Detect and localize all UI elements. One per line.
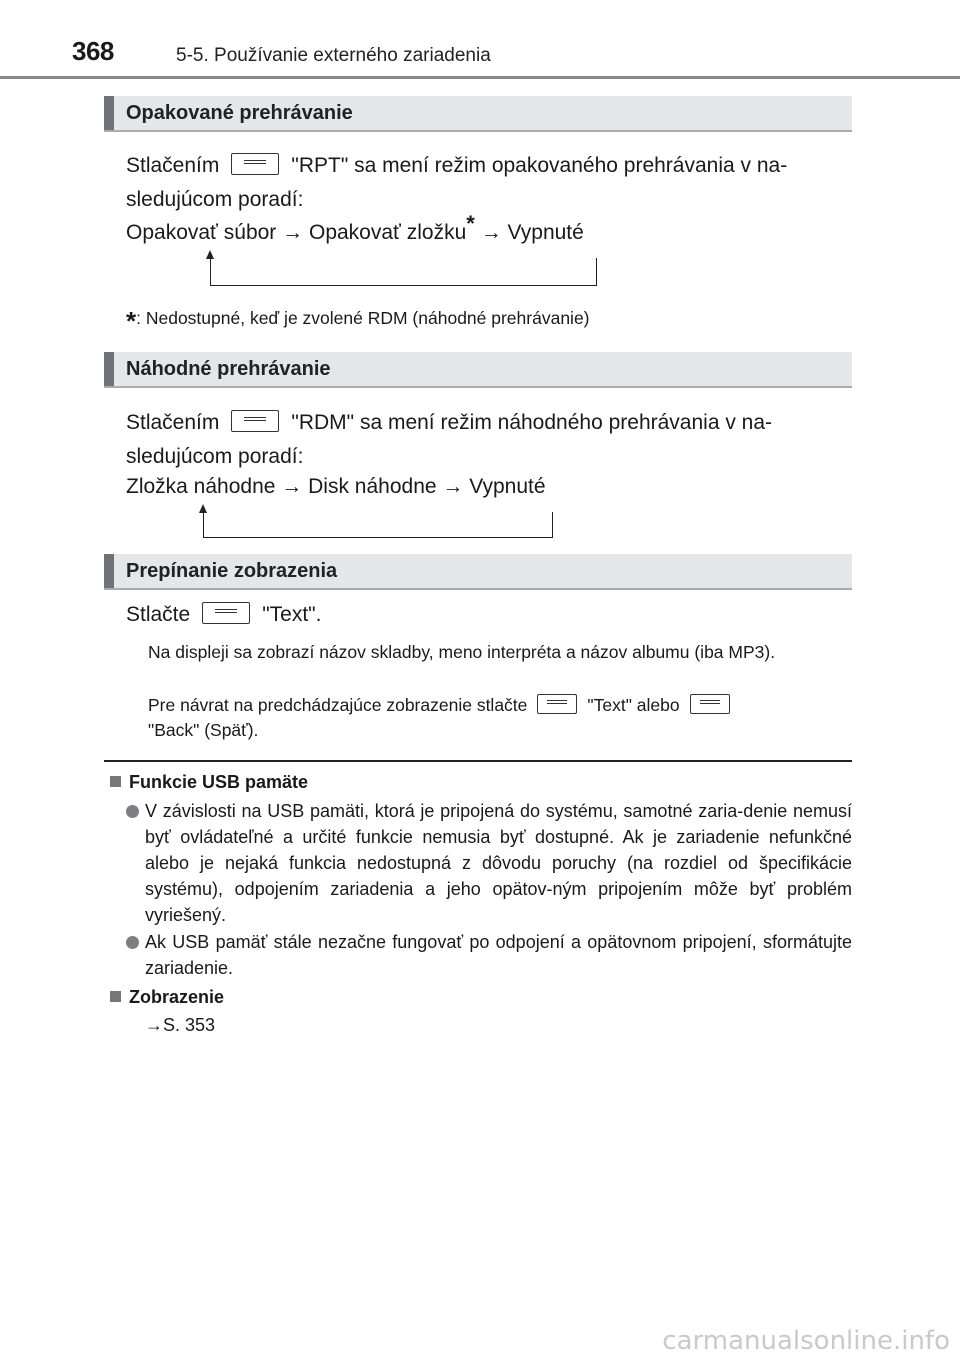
sequence-step: Opakovať zložku — [308, 221, 467, 244]
section-header-repeat — [104, 96, 852, 132]
arrow-icon: → — [480, 221, 502, 244]
section-header-display — [104, 554, 852, 590]
steering-switch-icon — [202, 602, 250, 624]
note-heading-usb — [110, 772, 308, 793]
mode-sequence — [126, 211, 584, 249]
note-bullet — [126, 929, 852, 981]
sequence-step: Vypnuté — [469, 475, 546, 498]
instruction-post: "RPT" sa mení režim opakovaného prehrávania v na- — [291, 154, 788, 177]
arrow-icon: → — [442, 475, 464, 498]
square-bullet-icon — [110, 991, 121, 1002]
circle-bullet-icon — [126, 936, 139, 949]
section-marker — [104, 352, 114, 386]
note-heading-text: Zobrazenie — [129, 987, 225, 1007]
circle-bullet-icon — [126, 805, 139, 818]
instruction-pre: Stlačením — [126, 411, 220, 434]
instruction-continuation: sledujúcom poradí: — [126, 445, 304, 468]
instruction-line — [126, 599, 321, 631]
steering-switch-icon — [231, 153, 279, 175]
display-info: Na displeji sa zobrazí názov skladby, meno interpréta a názov albumu (iba MP3). — [148, 642, 776, 662]
section-header-random — [104, 352, 852, 388]
sequence-step: Opakovať súbor — [126, 221, 277, 244]
note-heading-text: Funkcie USB pamäte — [129, 772, 309, 792]
instruction-line — [126, 407, 772, 439]
section-marker — [104, 96, 114, 130]
instruction-post: "Text". — [262, 603, 322, 626]
square-bullet-icon — [110, 776, 121, 787]
notes-divider — [104, 760, 852, 762]
instruction-line — [126, 150, 787, 182]
footnote-text: : Nedostupné, keď je zvolené RDM (náhodné prehrávanie) — [136, 308, 590, 328]
page-number: 368 — [72, 36, 114, 66]
note-bullet-text: V závislosti na USB pamäti, ktorá je pripojená do systému, samotné zaria-denie nemusí byť ovládateľné a určité funkcie nemusia byť dostupné. Ak je zariadenie nefunkčné alebo je nejaká funkcia nedostupná z dôvodu poruchy (na rozdiel od špecifikácie systému), odpojením zariadenia a jeho opätov-ným pripojením môže byť problém vyriešený. — [145, 801, 852, 925]
footnote — [126, 306, 590, 337]
return-info-mid: "Text" alebo — [587, 695, 680, 715]
asterisk-mark: * — [466, 211, 475, 236]
asterisk-mark: * — [126, 306, 137, 336]
instruction-pre: Stlačte — [126, 603, 191, 626]
page-reference[interactable] — [145, 1015, 215, 1036]
steering-switch-icon — [690, 694, 730, 714]
page-reference-text: S. 353 — [163, 1015, 216, 1035]
sequence-step: Disk náhodne — [308, 475, 437, 498]
instruction-post: "RDM" sa mení režim náhodného prehrávania v na- — [291, 411, 773, 434]
arrow-icon: → — [282, 221, 304, 244]
watermark-logo: carmanualsonline.info — [662, 1326, 950, 1356]
arrow-icon: → — [281, 475, 303, 498]
note-bullet — [126, 798, 852, 928]
steering-switch-icon — [231, 410, 279, 432]
note-heading-display — [110, 987, 224, 1008]
mode-sequence — [126, 471, 546, 503]
section-title: Náhodné prehrávanie — [126, 358, 331, 380]
chapter-title: 5-5. Používanie externého zariadenia — [176, 45, 491, 66]
arrow-icon: → — [145, 1015, 163, 1035]
section-title: Prepínanie zobrazenia — [126, 560, 338, 582]
loop-arrow-icon — [206, 250, 214, 259]
instruction-continuation: sledujúcom poradí: — [126, 188, 304, 211]
steering-switch-icon — [537, 694, 577, 714]
return-info-pre: Pre návrat na predchádzajúce zobrazenie stlačte — [148, 695, 528, 715]
sequence-step: Vypnuté — [507, 221, 584, 244]
sequence-step: Zložka náhodne — [126, 475, 276, 498]
cycle-loop-line — [210, 258, 597, 286]
section-marker — [104, 554, 114, 588]
cycle-loop-line — [203, 512, 553, 538]
loop-arrow-icon — [199, 504, 207, 513]
return-info-post: "Back" (Späť). — [148, 720, 259, 740]
return-info — [148, 693, 852, 743]
instruction-pre: Stlačením — [126, 154, 220, 177]
section-title: Opakované prehrávanie — [126, 102, 353, 124]
header-divider — [0, 76, 960, 79]
note-bullet-text: Ak USB pamäť stále nezačne fungovať po odpojení a opätovnom pripojení, sformátujte zariadenie. — [145, 932, 852, 978]
